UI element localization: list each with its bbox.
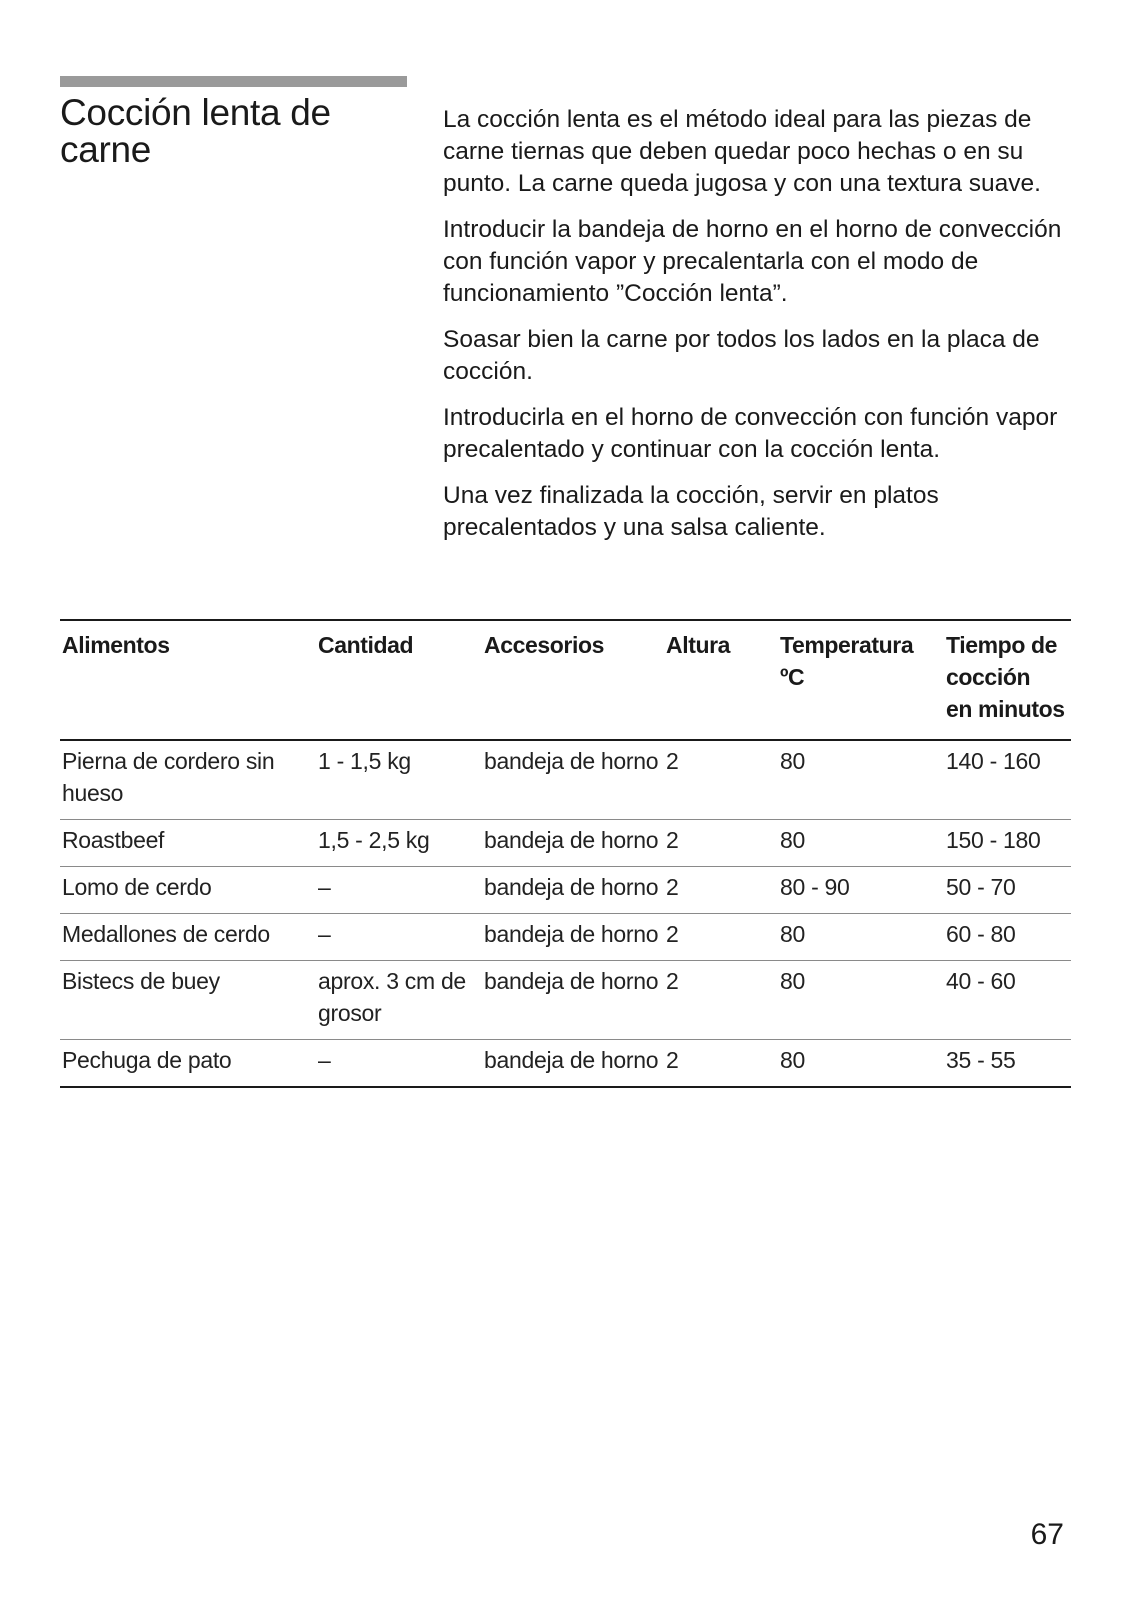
cell-temperature: 80: [778, 961, 944, 1040]
cell-temperature: 80: [778, 1040, 944, 1088]
cell-accessories: bandeja de horno: [482, 961, 664, 1040]
cell-time: 60 - 80: [944, 914, 1071, 961]
section-heading: Cocción lenta de carne: [60, 92, 331, 170]
cell-time: 40 - 60: [944, 961, 1071, 1040]
section-rule: [60, 76, 407, 87]
table-row: [60, 820, 1071, 867]
cell-level: 2: [664, 867, 778, 914]
cell-temperature: 80 - 90: [778, 867, 944, 914]
cell-quantity: 1 - 1,5 kg: [316, 740, 482, 820]
cell-time: 35 - 55: [944, 1040, 1071, 1088]
cooking-table: [60, 619, 1071, 1088]
cell-level: 2: [664, 1040, 778, 1088]
intro-paragraph: Introducir la bandeja de horno en el horno de convección con función vapor y precalentarla con el modo de funcionamiento ”Cocción lenta”.: [443, 216, 1062, 307]
cell-time: 150 - 180: [944, 820, 1071, 867]
table-row: [60, 1040, 1071, 1088]
cell-food: Pierna de cordero sin hueso: [60, 740, 316, 820]
table-row: [60, 914, 1071, 961]
intro-paragraph: Soasar bien la carne por todos los lados en la placa de cocción.: [443, 326, 1040, 385]
cell-time: 50 - 70: [944, 867, 1071, 914]
header-quantity: Cantidad: [316, 620, 482, 740]
cell-quantity: –: [316, 867, 482, 914]
table-row: [60, 740, 1071, 820]
table-row: [60, 867, 1071, 914]
cell-food: Roastbeef: [60, 820, 316, 867]
cell-accessories: bandeja de horno: [482, 914, 664, 961]
header-time-line: en minutos: [946, 696, 1065, 722]
cell-quantity: –: [316, 914, 482, 961]
header-temperature-unit: ºC: [780, 664, 805, 690]
header-time: [944, 620, 1071, 740]
cell-quantity: aprox. 3 cm de grosor: [316, 961, 482, 1040]
cell-level: 2: [664, 914, 778, 961]
header-food: Alimentos: [60, 620, 316, 740]
cell-food: Pechuga de pato: [60, 1040, 316, 1088]
cell-accessories: bandeja de horno: [482, 820, 664, 867]
header-time-line: cocción: [946, 664, 1031, 690]
table-row: [60, 961, 1071, 1040]
cell-temperature: 80: [778, 820, 944, 867]
cell-temperature: 80: [778, 740, 944, 820]
cell-quantity: 1,5 - 2,5 kg: [316, 820, 482, 867]
cell-food: Medallones de cerdo: [60, 914, 316, 961]
header-temperature: [778, 620, 944, 740]
header-time-line: Tiempo de: [946, 632, 1057, 658]
table-header-row: [60, 620, 1071, 740]
intro-paragraph: Introducirla en el horno de convección con función vapor precalentado y continuar con la cocción lenta.: [443, 404, 1058, 463]
cell-accessories: bandeja de horno: [482, 867, 664, 914]
header-temperature-line: Temperatura: [780, 632, 914, 658]
cell-level: 2: [664, 961, 778, 1040]
cell-accessories: bandeja de horno: [482, 740, 664, 820]
intro-paragraph: Una vez finalizada la cocción, servir en platos precalentados y una salsa caliente.: [443, 482, 939, 541]
page-number: 67: [1030, 1518, 1064, 1551]
cell-accessories: bandeja de horno: [482, 1040, 664, 1088]
cell-level: 2: [664, 740, 778, 820]
header-level: Altura: [664, 620, 778, 740]
cell-food: Lomo de cerdo: [60, 867, 316, 914]
cell-level: 2: [664, 820, 778, 867]
intro-text: [443, 104, 1083, 558]
intro-paragraph: La cocción lenta es el método ideal para las piezas de carne tiernas que deben quedar poco hechas o en su punto. La carne queda jugosa y con una textura suave.: [443, 106, 1041, 197]
cell-time: 140 - 160: [944, 740, 1071, 820]
cell-quantity: –: [316, 1040, 482, 1088]
header-accessories: Accesorios: [482, 620, 664, 740]
cell-temperature: 80: [778, 914, 944, 961]
cell-food: Bistecs de buey: [60, 961, 316, 1040]
